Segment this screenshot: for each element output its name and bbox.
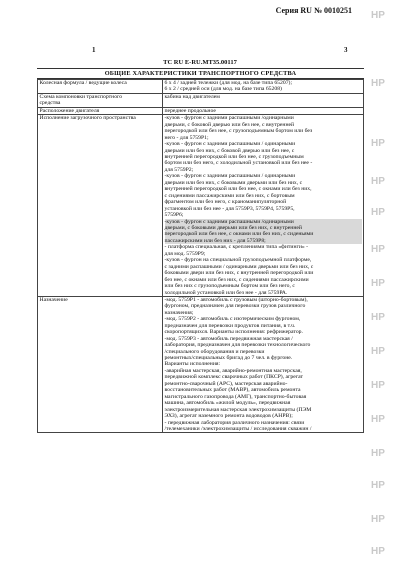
table-row [38, 115, 364, 297]
value-line: для 5759Р2; [164, 166, 194, 173]
watermark-mark: HP [371, 448, 385, 459]
value-line: ремонтных/специальных бригад до 7 чел. в фургоне. [164, 355, 293, 362]
row-label [38, 296, 163, 433]
value-line: без нее, с окнами или без них, с сидениями пассажирскими [164, 276, 309, 283]
value-line: -мод. 5759Р1 - автомобиль с грузовым (шторно-бортовым), [164, 296, 308, 303]
value-line: передвижной комплекс сварочных работ (ПКСР), агрегат [164, 374, 303, 381]
value-line: ремонтно-сварочный (АРС), мастерская аварийно- [164, 380, 288, 387]
value-line: - платформа специальная, с креплениями типа «фитинги» - [164, 244, 309, 251]
watermark-mark: HP [371, 414, 385, 425]
value-line: бортом или без него, с холодильной установкой или без нее - [164, 160, 313, 167]
label-line: средства [39, 100, 61, 107]
row-label [38, 115, 163, 297]
certificate-serial: Серия RU № 0010251 [275, 6, 352, 15]
watermark-mark: HP [371, 312, 385, 323]
watermark-mark: HP [371, 78, 385, 89]
watermark-mark: HP [371, 138, 385, 149]
value-line: -кузов - фургон с задними распашными / одинарными [164, 173, 296, 180]
value-line: -аварийная мастерская, аварийно-ремонтная мастерская, [164, 367, 302, 374]
value-line: кабина над двигателем [164, 93, 220, 100]
value-line: холодильной установкой или без нее - для 5759РА. [164, 289, 288, 296]
row-value [163, 107, 364, 114]
value-line: боковыми двери или без них, с внутренней перегородкой или [164, 270, 314, 277]
watermark-mark: HP [371, 207, 385, 218]
value-line: назначения; [164, 309, 194, 316]
table-row [38, 107, 364, 114]
value-line: /телемеханики /электрохимзащиты / исследования скважин / [164, 426, 312, 433]
value-line: пассажирскими или без них - для 5759Р8; [165, 238, 362, 244]
document-code: TC RU E-RU.MT35.00117 [163, 59, 237, 66]
label-line: Схема компоновки транспортного [39, 93, 123, 100]
value-line: скоропортящихся. Варианты исполнения: рефрижератор. [164, 329, 303, 336]
section-title: ОБЩИЕ ХАРАКТЕРИСТИКИ ТРАНСПОРТНОГО СРЕДСТВА [37, 68, 364, 79]
page-number-right: 3 [344, 46, 348, 54]
page-number-left: 1 [92, 46, 96, 54]
watermark-mark: HP [371, 546, 385, 557]
label-line: Расположение двигателя [39, 107, 100, 114]
value-line: переднее продольное [164, 107, 216, 114]
label-line: Исполнение загрузочного пространства [39, 115, 136, 122]
value-line: ЭХЗ), агрегат наземного ремонта водоводов (АНРВ); [164, 413, 293, 420]
value-line: него - для 5759Р1; [164, 134, 209, 141]
value-line: дверьми, с боковой дверью или без нее, с внутренней [164, 121, 295, 128]
value-line: перегородкой или без нее, с окнами или без них, с сиденьями [165, 231, 362, 237]
value-line: с задними распашными / одинарными дверьми или без них, с [164, 263, 314, 270]
table-row [38, 296, 364, 433]
label-line: Колесная формула / ведущие колеса [39, 80, 127, 86]
value-line: дверьми, с боковыми дверьми или без них, с внутренней [165, 225, 362, 231]
watermark-mark: HP [371, 514, 385, 525]
value-line: -мод. 5759Р2 - автомобиль с изотермическим фургоном, [164, 316, 301, 323]
watermark-mark: HP [371, 176, 385, 187]
value-line: фрагментом или без него, с краноманипуляторной [164, 199, 287, 206]
row-value [163, 80, 364, 94]
table-row [38, 93, 364, 107]
value-line: -кузов - фургон на специальной грузоподъемной платформе, [164, 257, 312, 264]
row-label [38, 80, 163, 94]
value-line: восстановительных работ (МАВР), автомобиль ремонта [164, 387, 301, 394]
watermark-mark: HP [371, 480, 385, 491]
value-line: 5759Р6; [164, 212, 184, 219]
value-line: дверьми или без них, с боковой дверью или без нее, с [164, 147, 295, 154]
value-line: 6 х 2 / средней оси (для мод. на базе типа 65208) [164, 86, 282, 93]
value-line: машина, автомобиль «жилой модуль», передвижная [164, 400, 291, 407]
row-value [163, 93, 364, 107]
row-value [163, 115, 364, 297]
value-line: фургоном, предназначен для перевозки грузов различного [164, 303, 306, 310]
watermark-mark: HP [371, 10, 385, 21]
value-line: с сидениями пассажирскими или без них, с бортовым [164, 192, 295, 199]
value-line: лаборатория, предназначен для перевозки технологического [164, 342, 311, 349]
watermark-mark: HP [371, 380, 385, 391]
value-line: 6 х 4 / задней тележки (для мод. на базе типа 65207); [164, 80, 293, 86]
value-line: дверьми или без них, с боковыми дверьми или без них, с [164, 179, 303, 186]
value-line: установкой или без нее - для 5759Р3, 5759Р4, 5759Р5, [164, 205, 295, 212]
watermark-mark: HP [371, 346, 385, 357]
value-line: перегородкой или без нее, с грузоподъемным бортом или без [164, 128, 313, 135]
characteristics-sheet [37, 68, 364, 433]
value-line: -кузов - фургон с задними распашными / одинарными [164, 141, 296, 148]
characteristics-table [37, 79, 364, 433]
row-label [38, 107, 163, 114]
value-line: для мод. 5759Р9; [164, 250, 206, 257]
value-line: - передвижная лаборатория различного назначения: связи [164, 419, 305, 426]
table-row [38, 80, 364, 94]
value-line: -кузов - фургон с задними распашными /одинарными [165, 219, 362, 225]
value-line: -кузов - фургон с задними распашными /одинарными [164, 115, 294, 122]
value-line: -мод. 5759Р3 - автомобиль передвижная мастерская / [164, 335, 293, 342]
value-line: внутренней перегородкой или без нее, с грузоподъемным [164, 153, 304, 160]
value-line: или без них с грузоподъемным бортом или без него, с [164, 283, 295, 290]
value-line: электроизмерительная мастерская электрохимзащиты (ПЭМ [164, 406, 312, 413]
value-line: предназначен для перевозки продуктов питания, в т.ч. [164, 322, 296, 329]
value-line: Варианты исполнения: [164, 361, 221, 368]
row-value [163, 296, 364, 433]
watermark-mark: HP [371, 278, 385, 289]
value-line: /специального оборудования и перевозки [164, 348, 265, 355]
row-label [38, 93, 163, 107]
value-line: внутренней перегородкой или без нее, с окнами или без них, [164, 186, 312, 193]
watermark-mark: HP [371, 244, 385, 255]
label-line: Назначение [39, 296, 68, 303]
value-line: магистрального газопровода (АМГ), транспортно-бытовая [164, 393, 307, 400]
